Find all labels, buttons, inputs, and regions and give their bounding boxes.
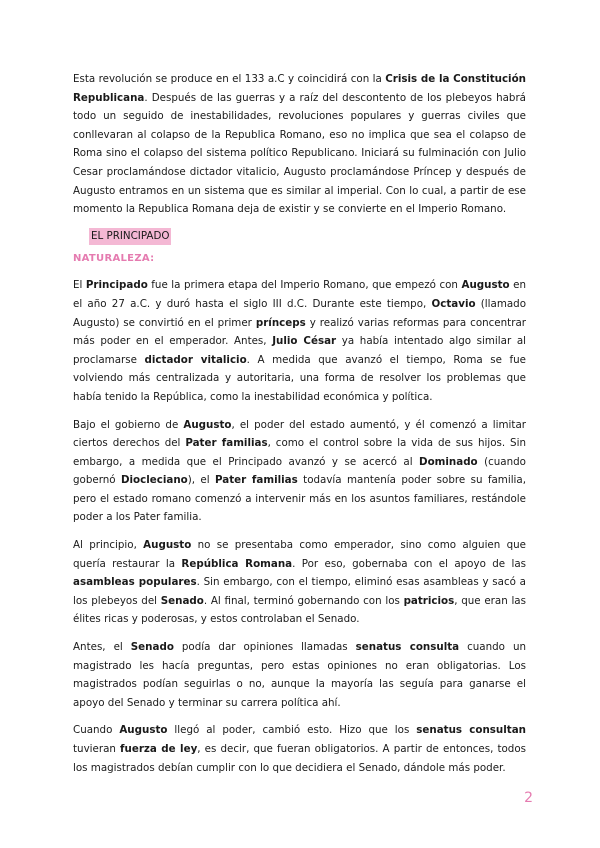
text-run: llegó al poder, cambió esto. Hizo que los [167,724,417,737]
bold-term: prínceps [255,316,306,329]
bold-term: Senado [130,641,174,654]
body-paragraph [73,416,526,528]
text-run: . Sin embargo, con el tiempo, eliminó esas asambleas y sacó a los plebeyos del [73,576,526,607]
bold-term: senatus consultan [416,724,526,737]
bold-term: dictador vitalicio [144,353,247,366]
text-run: . A medida que avanzó el tiempo, Roma se fue volviendo más centralizada y autoritaria, una forma de resolver los problemas que había tenido la República, como la inestabilidad económica y política. [73,353,526,403]
text-run: Antes, el [73,641,131,654]
body-paragraph [73,638,526,712]
bold-term: fuerza de ley [120,743,198,755]
body-paragraphs [73,276,526,777]
section-heading: EL PRINCIPADO [89,228,171,245]
text-run: . Al final, terminó gobernando con los [203,594,404,607]
text-run: cuando un magistrado les hacía preguntas, pero estas opiniones no eran obligatorias. Los magistrados podían seguirlas o no, aunque la mayoría las seguía para ganarse el apoyo del Senado y terminar su carrera política ahí. [73,641,526,709]
text-run: tuvieran [73,743,121,755]
bold-term: senatus consulta [355,641,460,654]
bold-term: Augusto [461,279,510,292]
text-run: no se presentaba como emperador, sino como alguien que quería restaurar la [73,539,526,570]
text-run: , el poder del estado aumentó, y él comenzó a limitar ciertos derechos del [73,418,526,450]
text-run: . Por eso, gobernaba con el apoyo de las [292,557,526,570]
bold-term: Diocleciano [120,474,188,487]
bold-term: Senado [160,594,204,607]
section-heading-wrap [73,227,526,246]
bold-term: Octavio [431,297,476,310]
intro-paragraph [73,70,526,219]
text-run: Al principio, [73,539,144,552]
body-paragraph [73,721,526,777]
body-paragraph [73,536,526,629]
bold-term: Principado [85,279,148,292]
bold-term: República Romana [181,557,293,570]
text-run: y realizó varias reformas para concentrar más poder en el emperador. Antes, [73,316,526,348]
page-number: 2 [524,790,533,806]
text-run: (llamado Augusto) se convirtió en el primer [73,297,526,329]
text-run: , como el control sobre la vida de sus hijos. Sin embargo, a medida que el Principado avanzó y se acercó al [73,437,526,468]
text-run: ya había intentado algo similar al proclamarse [73,335,526,366]
bold-term: Pater familias [215,474,298,487]
text-run: Cuando [73,724,120,737]
text-run: fue la primera etapa del Imperio Romano, que empezó con [147,279,462,292]
text-run: (cuando gobernó [73,455,526,487]
page-body [73,70,526,786]
text-run: Esta revolución se produce en el 133 a.C y coincidirá con la [73,73,386,85]
bold-term: Augusto [119,724,168,737]
text-run: Bajo el gobierno de [73,418,184,431]
text-run: . Después de las guerras y a raíz del descontento de los plebeyos habrá todo un seguido de inestabilidades, revoluciones populares y guerras civiles que conllevaran al colapso de la Republica Romano, eso no implica que sea el colapso de Roma sino el colapso del sistema político Republicano. Iniciará su fulminación con Julio Cesar proclamándose dictador vitalicio, Augusto proclamándose Príncep y después de Augusto entramos en un sistema que es similar al imperial. Con lo cual, a partir de ese momento la Republica Romana deja de existir y se convierte en el Imperio Romano. [73,91,526,216]
text-run: El [73,279,86,292]
bold-term: Dominado [419,455,478,468]
text-run: , que eran las élites ricas y poderosas, y estos controlaban el Senado. [73,594,526,626]
text-run: , es decir, que fueran obligatorios. A partir de entonces, todos los magistrados debían cumplir con lo que decidiera el Senado, dándole más poder. [73,743,527,774]
text-run: ), el [187,474,216,487]
text-run: podía dar opiniones llamadas [173,641,356,654]
bold-term: Augusto [183,418,232,431]
bold-term: Julio César [272,335,337,348]
bold-term: Pater familias [185,437,268,450]
body-paragraph [73,276,526,406]
text-run: en el año 27 a.C. y duró hasta el siglo III d.C. Durante este tiempo, [73,279,526,310]
bold-term: patricios [403,594,455,607]
text-run: todavía mantenía poder sobre su familia, pero el estado romano comenzó a intervenir más en los asuntos familiares, restándole poder a los Pater familia. [73,474,526,524]
bold-term: Crisis de la Constitución Republicana [73,73,526,104]
subsection-heading: NATURALEZA: [73,253,155,265]
bold-term: Augusto [143,539,192,552]
bold-term: asambleas populares [73,576,197,589]
